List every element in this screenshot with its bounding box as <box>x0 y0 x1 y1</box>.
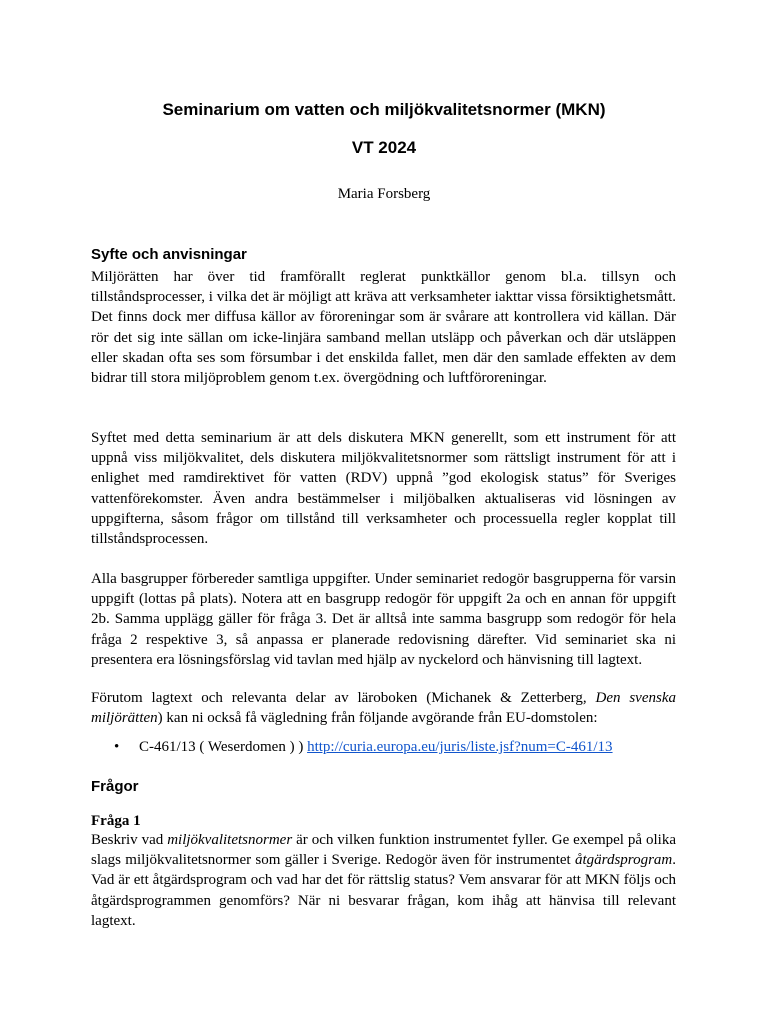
author-name: Maria Forsberg <box>337 186 431 202</box>
case-link[interactable]: http://curia.europa.eu/juris/liste.jsf?num=C-461/13 <box>307 739 613 755</box>
case-label: C-461/13 ( Weserdomen ) ) <box>139 739 308 755</box>
question-1-text <box>91 830 676 931</box>
sources-text-start: Förutom lagtext och relevanta delar av läroboken (Michanek & Zetterberg, <box>91 690 596 706</box>
section-heading-purpose: Syfte och anvisningar <box>91 246 247 263</box>
q1-text-part: Beskriv vad <box>91 832 168 848</box>
paragraph-instructions: Alla basgrupper förbereder samtliga uppgifter. Under seminariet redogör basgrupperna för varsin uppgift (lottas på plats). Notera att en basgrupp redogör för uppgift 2a och en annan för uppgift 2b. Samma upplägg gäller för fråga 3. Det är alltså inte samma basgrupp som redogör för hela fråga 2 respektive 3, så anpassa er planerade redovisning därefter. Vid seminariet ska ni presentera era lösningsförslag vid tavlan med hjälp av nyckelord och hänvisning till lagtext. <box>91 571 676 668</box>
document-title: Seminarium om vatten och miljökvalitetsnormer (MKN) <box>162 100 606 119</box>
bullet-icon: • <box>114 739 120 755</box>
paragraph-sources <box>91 688 676 728</box>
case-reference <box>139 739 613 756</box>
sources-text-end: ) kan ni också få vägledning från följande avgörande från EU-domstolen: <box>157 710 598 727</box>
book-title: Den svenska miljörätten <box>91 690 676 727</box>
paragraph-purpose: Syftet med detta seminarium är att dels diskutera MKN generellt, som ett instrument för att uppnå viss miljökvalitet, dels diskutera miljökvalitetsnormer som rättsligt instrument för att i enlighet med ramdirektivet för vatten (RDV) uppnå ”god ekologisk status” för Sveriges vattenförekomster. Även andra bestämmelser i miljöbalken aktualiseras vid lösningen av uppgifterna, såsom frågor om tillstånd till verksamheter och processuella regler kopplat till tillståndsprocessen. <box>91 430 676 548</box>
document-subtitle: VT 2024 <box>351 138 417 157</box>
section-heading-questions: Frågor <box>91 778 139 795</box>
q1-term-program: åtgärdsprogram <box>575 852 673 869</box>
q1-text-part: är och vilken funktion instrumentet fyller. Ge exempel på olika slags miljökvalitetsnormer som gäller i Sverige. Redogör även för instrumentet <box>91 832 676 869</box>
q1-text-part: . Vad är ett åtgärdsprogram och vad har det för rättslig status? Vem ansvarar för att MKN följs och åtgärdsprogrammen genomförs? När ni besvarar frågan, kom ihåg att hänvisa till relevant lagtext. <box>91 852 676 929</box>
paragraph-intro: Miljörätten har över tid framförallt reglerat punktkällor genom bl.a. tillsyn och tillståndsprocesser, i vilka det är möjligt att kräva att verksamheter iakttar vissa försiktighetsmått. Det finns dock mer diffusa källor av föroreningar som är svårare att kontrollera vid källan. Där rör det sig inte sällan om icke-linjära samband mellan utsläpp och påverkan och där utsläppen eller skadan ofta ses som försumbar i det enskilda fallet, men där den samlade effekten av dem bidrar till stora miljöproblem genom t.ex. övergödning och luftföroreningar. <box>91 269 676 387</box>
question-1-heading: Fråga 1 <box>91 813 141 829</box>
q1-term-mkn: miljökvalitetsnormer <box>167 832 293 848</box>
